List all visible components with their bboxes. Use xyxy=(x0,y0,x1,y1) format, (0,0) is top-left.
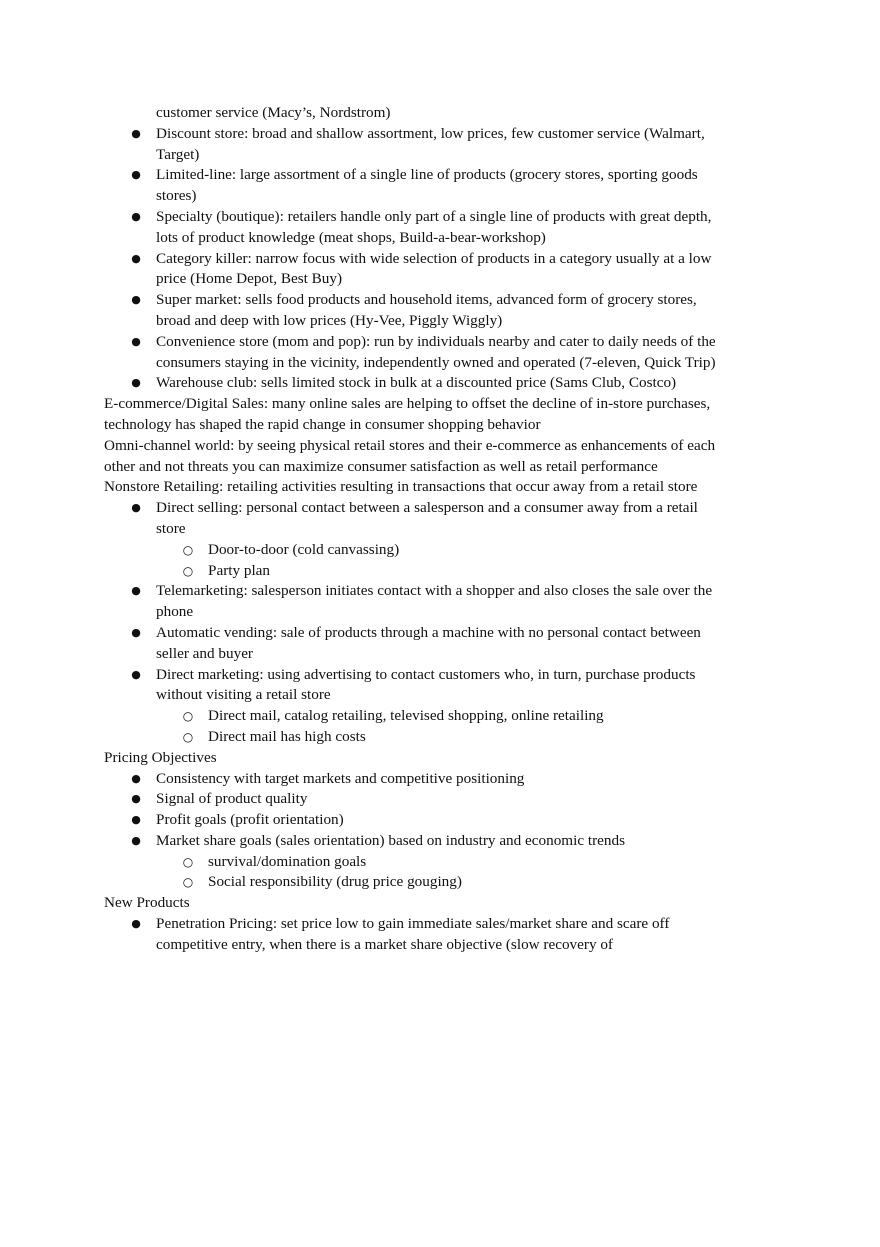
sub-bullet-item xyxy=(104,727,724,748)
bullet-item xyxy=(104,207,724,249)
item-text: Direct mail, catalog retailing, televised shopping, online retailing xyxy=(208,707,604,725)
sub-bullet-item xyxy=(104,852,724,873)
filled-bullet-icon: ● xyxy=(131,501,141,515)
bullet-item xyxy=(104,789,724,810)
item-text: survival/domination goals xyxy=(208,852,367,870)
filled-bullet-icon: ● xyxy=(131,251,141,265)
item-text: Specialty (boutique): retailers handle only part of a single line of products with great depth, lots of product knowledge (meat shops, Build-a-bear-workshop) xyxy=(156,207,712,246)
item-text: Door-to-door (cold canvassing) xyxy=(208,540,400,558)
item-text: Super market: sells food products and household items, advanced form of grocery stores, broad and deep with low prices (Hy-Vee, Piggly Wiggly) xyxy=(156,291,697,329)
item-text: Direct mail has high costs xyxy=(208,727,366,745)
filled-bullet-icon: ● xyxy=(131,625,141,639)
sub-bullet-item xyxy=(104,872,724,893)
bullet-item xyxy=(104,831,724,852)
item-text: Penetration Pricing: set price low to gain immediate sales/market share and scare off competitive entry, when there is a market share objective (slow recovery of xyxy=(156,915,670,953)
bullet-item xyxy=(104,124,724,166)
filled-bullet-icon: ● xyxy=(131,667,141,681)
item-text: Market share goals (sales orientation) based on industry and economic trends xyxy=(156,831,625,849)
item-text: Convenience store (mom and pop): run by individuals nearby and cater to daily needs of the consumers staying in the vicinity, independently owned and operated (7-eleven, Quick Trip) xyxy=(156,332,716,371)
item-text: Telemarketing: salesperson initiates contact with a shopper and also closes the sale over the phone xyxy=(156,582,713,621)
bullet-item xyxy=(104,914,724,956)
bullet-item xyxy=(104,373,724,394)
item-text: Nonstore Retailing: retailing activities resulting in transactions that occur away from a retail store xyxy=(104,478,698,496)
bullet-item xyxy=(104,623,724,665)
item-text: Direct marketing: using advertising to contact customers who, in turn, purchase products without visiting a retail store xyxy=(156,665,696,704)
item-text: Profit goals (profit orientation) xyxy=(156,811,344,829)
filled-bullet-icon: ● xyxy=(131,126,141,140)
hollow-bullet-icon: ○ xyxy=(182,729,194,744)
item-text: customer service (Macy’s, Nordstrom) xyxy=(156,104,391,121)
filled-bullet-icon: ● xyxy=(131,833,141,847)
item-text: Discount store: broad and shallow assortment, low prices, few customer service (Walmart, Target) xyxy=(156,124,705,163)
bullet-item xyxy=(104,581,724,623)
bullet-item xyxy=(104,665,724,707)
item-text: Automatic vending: sale of products through a machine with no personal contact between seller and buyer xyxy=(156,623,701,662)
filled-bullet-icon: ● xyxy=(131,792,141,806)
document-body xyxy=(104,103,724,956)
item-text: Signal of product quality xyxy=(156,790,308,808)
hollow-bullet-icon: ○ xyxy=(182,563,194,578)
filled-bullet-icon: ● xyxy=(131,209,141,223)
filled-bullet-icon: ● xyxy=(131,584,141,598)
hollow-bullet-icon: ○ xyxy=(182,875,194,890)
item-text: Social responsibility (drug price gouging) xyxy=(208,873,462,891)
paragraph xyxy=(104,394,724,436)
paragraph xyxy=(104,748,724,769)
hollow-bullet-icon: ○ xyxy=(182,709,194,724)
paragraph xyxy=(104,893,724,914)
sub-bullet-item xyxy=(104,561,724,582)
item-text: Pricing Objectives xyxy=(104,748,217,766)
filled-bullet-icon: ● xyxy=(131,813,141,827)
filled-bullet-icon: ● xyxy=(131,293,141,307)
bullet-item xyxy=(104,249,724,291)
paragraph xyxy=(104,477,724,498)
bullet-item xyxy=(104,498,724,540)
hollow-bullet-icon: ○ xyxy=(182,854,194,869)
filled-bullet-icon: ● xyxy=(131,771,141,785)
bullet-item xyxy=(104,332,724,374)
hollow-bullet-icon: ○ xyxy=(182,542,194,557)
bullet-item xyxy=(104,769,724,790)
filled-bullet-icon: ● xyxy=(131,168,141,182)
item-text: New Products xyxy=(104,894,190,912)
filled-bullet-icon: ● xyxy=(131,334,141,348)
bullet-item xyxy=(104,165,724,207)
paragraph xyxy=(104,436,724,478)
filled-bullet-icon: ● xyxy=(131,376,141,390)
item-text: Limited-line: large assortment of a single line of products (grocery stores, sporting goods stores) xyxy=(156,166,698,205)
item-text: Warehouse club: sells limited stock in bulk at a discounted price (Sams Club, Costco) xyxy=(156,374,677,392)
sub-bullet-item xyxy=(104,706,724,727)
sub-bullet-item xyxy=(104,540,724,561)
item-text: Category killer: narrow focus with wide selection of products in a category usually at a low price (Home Depot, Best Buy) xyxy=(156,249,712,288)
filled-bullet-icon: ● xyxy=(131,917,141,931)
item-text: Omni-channel world: by seeing physical retail stores and their e-commerce as enhancements of each other and not threats you can maximize consumer satisfaction as well as retail performance xyxy=(104,436,716,475)
bullet-item xyxy=(104,810,724,831)
item-text: Party plan xyxy=(208,561,271,579)
item-text: Consistency with target markets and competitive positioning xyxy=(156,769,525,787)
bullet-item xyxy=(104,290,724,332)
item-text: E-commerce/Digital Sales: many online sales are helping to offset the decline of in-store purchases, technology has shaped the rapid change in consumer shopping behavior xyxy=(104,395,711,433)
continued-text xyxy=(104,103,724,124)
item-text: Direct selling: personal contact between a salesperson and a consumer away from a retail store xyxy=(156,499,698,537)
